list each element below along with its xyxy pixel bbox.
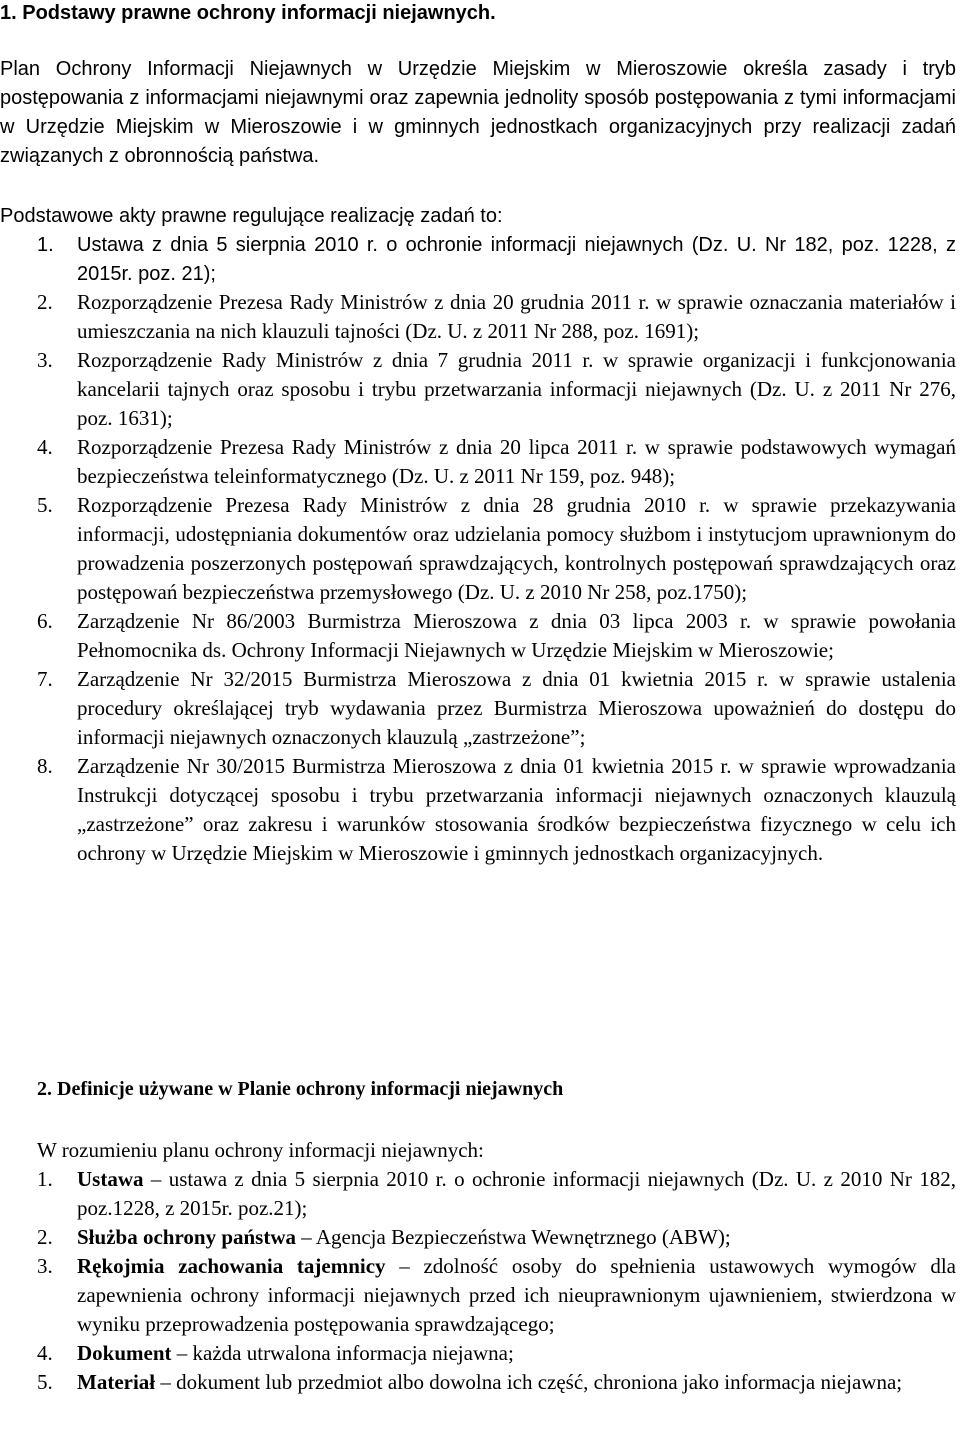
- definitions-intro: W rozumieniu planu ochrony informacji niejawnych:: [37, 1138, 484, 1162]
- list-item-number: 4.: [37, 435, 53, 459]
- list-item-text: Zarządzenie Nr 30/2015 Burmistrza Mieroszowa z dnia 01 kwietnia 2015 r. w sprawie wprowadzania Instrukcji dotyczącej sposobu i trybu przetwarzania informacji niejawnych oznaczonych klauzulą „zastrzeżone” oraz zakresu i warunków stosowania środków bezpieczeństwa fizycznego w celu ich ochrony w Urzędzie Miejskim w Mieroszowie i gminnych jednostkach organizacyjnych.: [77, 754, 956, 865]
- list-item-number: 5.: [37, 1370, 53, 1394]
- definition-term: Służba ochrony państwa: [77, 1225, 297, 1249]
- list-item-number: 3.: [37, 1254, 53, 1278]
- list-item: [0, 433, 956, 491]
- intro-paragraph: Plan Ochrony Informacji Niejawnych w Urzędzie Miejskim w Mieroszowie określa zasady i tryb postępowania z informacjami niejawnymi oraz zapewnia jednolity sposób postępowania z tymi informacjami w Urzędzie Miejskim w Mieroszowie i w gminnych jednostkach organizacyjnych przy realizacji zadań związanych z obronnością państwa.: [0, 58, 956, 167]
- list-item-text: Zarządzenie Nr 86/2003 Burmistrza Mieroszowa z dnia 03 lipca 2003 r. w sprawie powołania Pełnomocnika ds. Ochrony Informacji Niejawnych w Urzędzie Miejskim w Mieroszowie;: [77, 609, 956, 662]
- list-item-text: Zarządzenie Nr 32/2015 Burmistrza Mieroszowa z dnia 01 kwietnia 2015 r. w sprawie ustalenia procedury określającej tryb wydawania przez Burmistrza Mieroszowa upoważnień do dostępu do informacji niejawnych oznaczonych klauzulą „zastrzeżone”;: [77, 667, 956, 749]
- list-item-number: 2.: [37, 1225, 53, 1249]
- list-item: [0, 491, 956, 607]
- definition-term: Materiał: [77, 1370, 156, 1394]
- section-2-heading: 2. Definicje używane w Planie ochrony informacji niejawnych: [37, 1078, 564, 1100]
- list-item-number: 1.: [37, 234, 54, 256]
- definition-text: – dokument lub przedmiot albo dowolna ich część, chroniona jako informacja niejawna;: [155, 1370, 903, 1394]
- acts-intro: Podstawowe akty prawne regulujące realizację zadań to:: [0, 205, 503, 227]
- list-item-text: Rozporządzenie Prezesa Rady Ministrów z dnia 20 grudnia 2011 r. w sprawie oznaczania materiałów i umieszczania na nich klauzuli tajności (Dz. U. z 2011 Nr 288, poz. 1691);: [77, 290, 956, 343]
- list-item-number: 3.: [37, 348, 53, 372]
- list-item: [0, 607, 956, 665]
- list-item-text: Rozporządzenie Rady Ministrów z dnia 7 grudnia 2011 r. w sprawie organizacji i funkcjonowania kancelarii tajnych oraz sposobu i trybu przetwarzania informacji niejawnych (Dz. U. z 2011 Nr 276, poz. 1631);: [77, 348, 956, 430]
- definition-text: – ustawa z dnia 5 sierpnia 2010 r. o ochronie informacji niejawnych (Dz. U. z 2010 Nr 182, poz.1228, z 2015r. poz.21);: [77, 1167, 956, 1220]
- legal-acts-list: [0, 288, 956, 868]
- definitions-list: [0, 1165, 956, 1397]
- list-item: [0, 346, 956, 433]
- list-item: [0, 231, 956, 289]
- list-item-number: 1.: [37, 1167, 53, 1191]
- section-1-heading: 1. Podstawy prawne ochrony informacji niejawnych.: [0, 2, 496, 24]
- list-item: [0, 1368, 956, 1397]
- legal-acts-list-sans: [0, 231, 956, 289]
- list-item-number: 5.: [37, 493, 53, 517]
- definition-text: – zdolność osoby do spełnienia ustawowych wymogów dla zapewnienia ochrony informacji niejawnych przed ich nieuprawnionym ujawnieniem, stwierdzona w wyniku przeprowadzenia postępowania sprawdzającego;: [77, 1254, 956, 1336]
- list-item-number: 2.: [37, 290, 53, 314]
- list-item: [0, 288, 956, 346]
- list-item: [0, 665, 956, 752]
- definition-term: Dokument: [77, 1341, 172, 1365]
- definition-text: – każda utrwalona informacja niejawna;: [171, 1341, 514, 1365]
- list-item-text: Rozporządzenie Prezesa Rady Ministrów z dnia 20 lipca 2011 r. w sprawie podstawowych wymagań bezpieczeństwa teleinformatycznego (Dz. U. z 2011 Nr 159, poz. 948);: [77, 435, 956, 488]
- list-item-number: 6.: [37, 609, 53, 633]
- definition-term: Ustawa: [77, 1167, 144, 1191]
- list-item: [0, 1165, 956, 1223]
- list-item: [0, 752, 956, 868]
- list-item: [0, 1339, 956, 1368]
- list-item-text: Rozporządzenie Prezesa Rady Ministrów z dnia 28 grudnia 2010 r. w sprawie przekazywania informacji, udostępniania dokumentów oraz udzielania pomocy służbom i instytucjom uprawnionym do prowadzenia poszerzonych postępowań sprawdzających, kontrolnych postępowań sprawdzających oraz postępowań bezpieczeństwa przemysłowego (Dz. U. z 2010 Nr 258, poz.1750);: [77, 493, 956, 604]
- definition-term: Rękojmia zachowania tajemnicy: [77, 1254, 386, 1278]
- list-item: [0, 1223, 956, 1252]
- list-item-number: 7.: [37, 667, 53, 691]
- list-item-number: 4.: [37, 1341, 53, 1365]
- list-item-text: Ustawa z dnia 5 sierpnia 2010 r. o ochronie informacji niejawnych (Dz. U. Nr 182, poz. 1228, z 2015r. poz. 21);: [77, 234, 956, 285]
- list-item: [0, 1252, 956, 1339]
- definition-text: – Agencja Bezpieczeństwa Wewnętrznego (ABW);: [296, 1225, 731, 1249]
- list-item-number: 8.: [37, 754, 53, 778]
